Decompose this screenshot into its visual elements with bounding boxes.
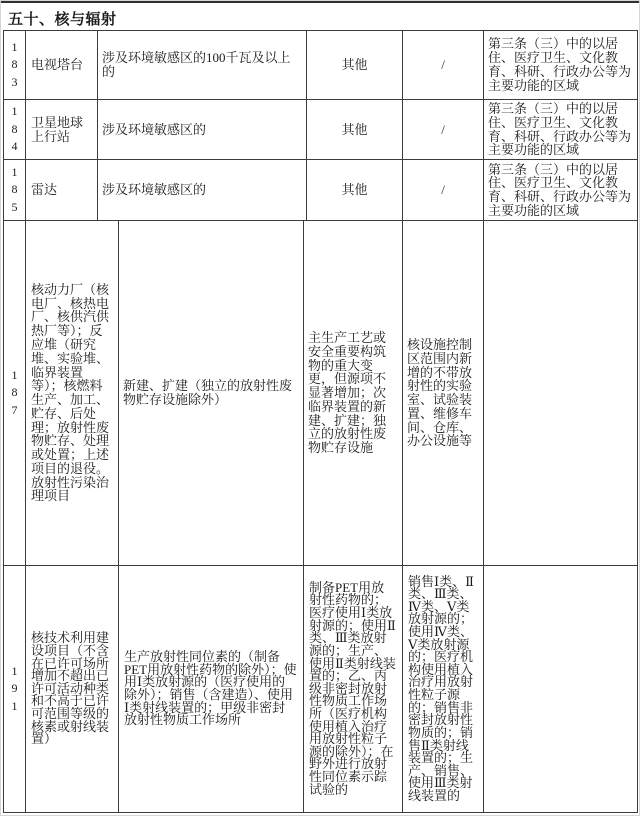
cell-registration-form: 核设施控制区范围内新增的不带放射性的实验室、试验装置、维修车间、仓库、办公设施等: [403, 221, 484, 566]
cell-report-book: 涉及环境敏感区的: [98, 160, 307, 221]
cell-registration-form: /: [403, 160, 484, 221]
cell-registration-form: /: [403, 100, 484, 160]
table-row: [4, 566, 638, 813]
row-number-text: 191: [11, 663, 18, 713]
cell-report-book: 涉及环境敏感区的: [98, 100, 307, 160]
cell-row-number: [4, 31, 26, 100]
cell-category: 卫星地球上行站: [26, 100, 98, 160]
cell-registration-form: 销售Ⅰ类、Ⅱ类、Ⅲ类、Ⅳ类、Ⅴ类放射源的；使用Ⅳ类、Ⅴ类放射源的；医疗机构使用植入治疗用放射性粒子源的；销售非密封放射性物质的；销售Ⅱ类射线装置的；生产、销售、使用Ⅲ类射线装置的: [403, 566, 484, 813]
cell-category: 核技术利用建设项目（不含在已许可场所增加不超出已许可活动种类和不高于已许可范围等级的核素或射线装置）: [26, 566, 119, 813]
cell-report-form: 其他: [307, 160, 403, 221]
row-number-text: 187: [11, 367, 18, 417]
cell-report-form: 其他: [307, 31, 403, 100]
cell-row-number: [4, 566, 26, 813]
classification-table-lower: [3, 220, 638, 813]
cell-report-book: 涉及环境敏感区的100千瓦及以上的: [98, 31, 307, 100]
cell-report-form: 其他: [307, 100, 403, 160]
table-row: [4, 160, 638, 221]
cell-report-form: 主生产工艺或安全重要构筑物的重大变更，但源项不显著增加；次临界装置的新建、扩建；独立的放射性废物贮存设施: [304, 221, 403, 566]
cell-report-book: 生产放射性同位素的（制备PET用放射性药物的除外）；使用Ⅰ类放射源的（医疗使用的除外）；销售（含建造）、使用Ⅰ类射线装置的；甲级非密封放射性物质工作场所: [119, 566, 304, 813]
cell-row-number: [4, 160, 26, 221]
cell-row-number: [4, 100, 26, 160]
cell-row-number: [4, 221, 26, 566]
cell-category: 雷达: [26, 160, 98, 221]
row-number-text: 184: [11, 104, 18, 154]
section-title: 五十、核与辐射: [1, 1, 639, 30]
cell-registration-form: /: [403, 31, 484, 100]
table-row: [4, 31, 638, 100]
row-number-text: 183: [11, 39, 18, 89]
cell-report-form: 制备PET用放射性药物的；医疗使用Ⅰ类放射源的；使用Ⅱ类、Ⅲ类放射源的；生产、使用Ⅱ类射线装置的；乙、丙级非密封放射性物质工作场所（医疗机构使用植入治疗用放射性粒子源的除外）；在野外进行放射性同位素示踪试验的: [304, 566, 403, 813]
table-row: [4, 100, 638, 160]
cell-sensitive-area: 第三条（三）中的以居住、医疗卫生、文化教育、科研、行政办公等为主要功能的区域: [484, 100, 638, 160]
cell-sensitive-area: [484, 566, 638, 813]
row-number-text: 185: [11, 164, 18, 214]
cell-sensitive-area: 第三条（三）中的以居住、医疗卫生、文化教育、科研、行政办公等为主要功能的区域: [484, 160, 638, 221]
cell-sensitive-area: 第三条（三）中的以居住、医疗卫生、文化教育、科研、行政办公等为主要功能的区域: [484, 31, 638, 100]
cell-sensitive-area: [484, 221, 638, 566]
table-row: [4, 221, 638, 566]
cell-report-book: 新建、扩建（独立的放射性废物贮存设施除外）: [119, 221, 304, 566]
classification-table-upper: [3, 30, 638, 221]
cell-category: 核动力厂（核电厂、核热电厂、核供汽供热厂等）；反应堆（研究堆、实验堆、临界装置等）；核燃料生产、加工、贮存、后处理；放射性废物贮存、处理或处置；上述项目的退役。放射性污染治理项目: [26, 221, 119, 566]
cell-category: 电视塔台: [26, 31, 98, 100]
